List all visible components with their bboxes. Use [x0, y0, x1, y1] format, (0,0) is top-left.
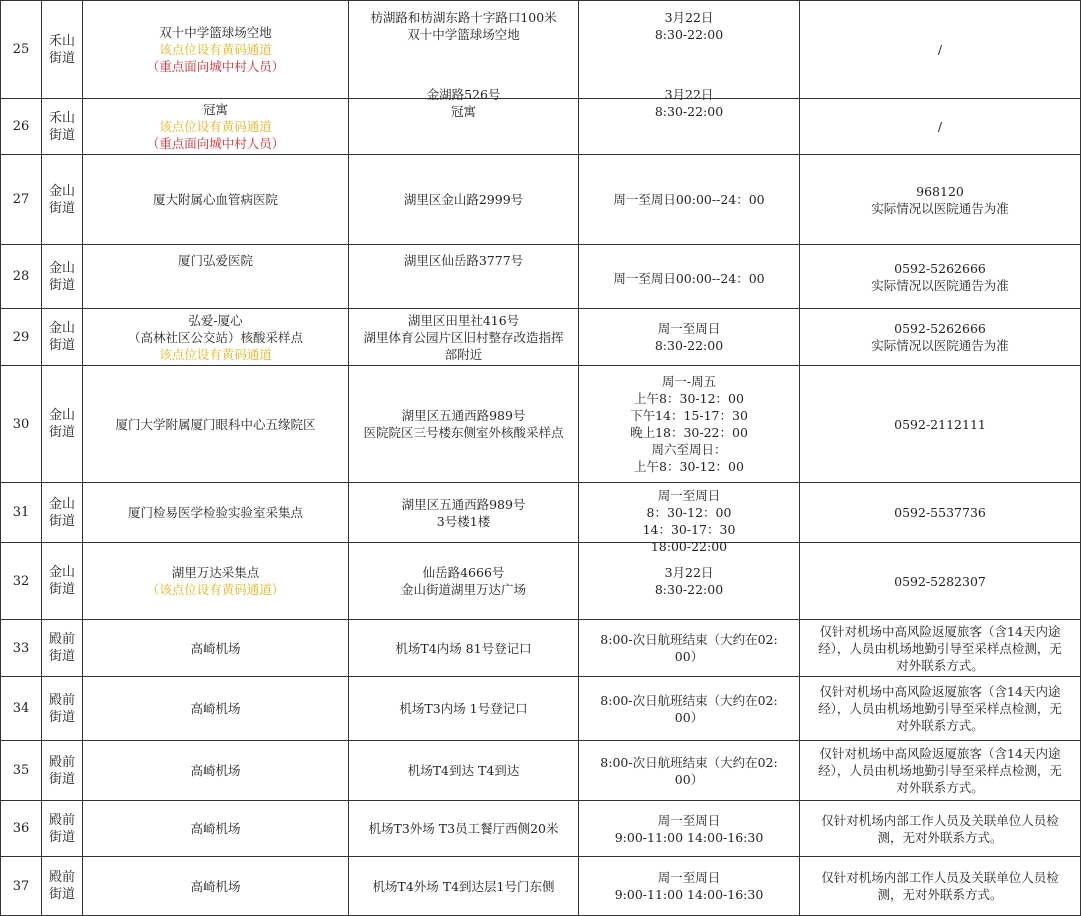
- cell-line: 双十中学篮球场空地: [407, 26, 520, 42]
- site-name: [83, 1, 349, 99]
- service-hours: [579, 245, 800, 309]
- cell-line: 仅针对机场中高风险返厦旅客（含14天内途: [819, 746, 1061, 761]
- cell-line: 金山街道湖里万达广场: [400, 582, 526, 597]
- cell-line: 高崎机场: [190, 640, 241, 656]
- cell-line: 8:30-22:00: [654, 338, 724, 353]
- cell-line: 3月22日: [664, 9, 714, 25]
- table-row: [1, 677, 1081, 741]
- cell-line: 仙岳路4666号: [422, 565, 505, 580]
- site-name: [83, 741, 349, 801]
- cell-line: 周一至周日: [657, 812, 721, 828]
- service-hours: [579, 801, 800, 857]
- contact-note: [800, 99, 1081, 155]
- cell-line: 0592-5282307: [894, 573, 986, 589]
- site-name: [83, 483, 349, 543]
- cell-line: 3月22日: [664, 86, 714, 102]
- cell-line: 8:30-22:00: [654, 582, 724, 597]
- row-number: 37: [1, 857, 42, 916]
- site-name: [83, 155, 349, 245]
- cell-line: 测，无对外联系方式。: [877, 887, 1003, 902]
- cell-line: 上午8：30-12：00: [634, 391, 744, 406]
- cell-line: 机场T4内场 81号登记口: [395, 640, 532, 656]
- yellow-channel-note: 该点位设有黄码通道: [159, 346, 272, 362]
- cell-line: 厦门大学附属厦门眼科中心五缘院区: [115, 416, 316, 432]
- table-row: [1, 801, 1081, 857]
- service-hours: [579, 366, 800, 483]
- cell-line: 00）: [674, 709, 704, 725]
- street-name: 金山 街道: [42, 483, 83, 543]
- contact-note: [800, 245, 1081, 309]
- cell-line: 仅针对机场中高风险返厦旅客（含14天内途: [819, 623, 1061, 639]
- cell-line: 医院院区三号楼东侧室外核酸采样点: [363, 425, 564, 440]
- cell-line: 8:00-次日航班结束（大约在02:: [600, 754, 778, 770]
- row-number: 25: [1, 1, 42, 99]
- site-address: [349, 857, 579, 916]
- contact-note: [800, 483, 1081, 543]
- cell-line: 冠寓: [202, 102, 228, 117]
- site-address: [349, 155, 579, 245]
- table-row: [1, 620, 1081, 677]
- cell-line: 9:00-11:00 14:00-16:30: [614, 887, 764, 902]
- cell-line: 下午14：15-17：30: [630, 408, 748, 423]
- cell-line: 周一-周五: [661, 374, 717, 389]
- street-name: 殿前 街道: [42, 857, 83, 916]
- site-address: [349, 741, 579, 801]
- cell-line: 厦门检易医学检验实验室采集点: [127, 505, 303, 520]
- cell-line: 8:00-次日航班结束（大约在02:: [600, 692, 778, 708]
- site-address: [349, 677, 579, 741]
- contact-note: [800, 801, 1081, 857]
- cell-line: 湖里区五通西路989号: [401, 496, 526, 512]
- row-number: 34: [1, 677, 42, 741]
- service-hours: [579, 155, 800, 245]
- cell-line: 对外联系方式。: [896, 718, 984, 733]
- target-group-note: （重点面向城中村人员）: [146, 59, 285, 74]
- cell-line: 湖里区仙岳路3777号: [403, 253, 524, 268]
- yellow-channel-note: 该点位设有黄码通道: [159, 119, 272, 134]
- street-name: 金山 街道: [42, 245, 83, 309]
- service-hours: [579, 309, 800, 366]
- contact-note: [800, 1, 1081, 99]
- contact-note: [800, 741, 1081, 801]
- cell-line: 湖里区田里社416号: [407, 312, 520, 328]
- site-address: [349, 1, 579, 99]
- cell-line: 8:30-22:00: [654, 26, 724, 42]
- cell-line: 上午8：30-12：00: [634, 459, 744, 474]
- cell-line: 厦大附属心血管病医院: [152, 192, 278, 207]
- table-row: [1, 366, 1081, 483]
- table-row: [1, 741, 1081, 801]
- cell-line: 对外联系方式。: [896, 780, 984, 795]
- cell-line: 仅针对机场内部工作人员及关联单位人员检: [821, 812, 1059, 828]
- site-address: [349, 543, 579, 620]
- site-address: [349, 245, 579, 309]
- cell-line: 周六至周日：: [651, 442, 727, 457]
- site-address: [349, 86, 579, 155]
- cell-line: 实际情况以医院通告为准: [871, 200, 1009, 216]
- cell-line: 高崎机场: [190, 821, 241, 836]
- contact-note: [800, 309, 1081, 366]
- cell-line: 测，无对外联系方式。: [877, 829, 1003, 845]
- site-name: [83, 857, 349, 916]
- site-name: [83, 366, 349, 483]
- cell-line: 湖里万达采集点: [171, 565, 260, 580]
- cell-line: 3号楼1楼: [436, 513, 491, 529]
- cell-line: 弘爱-厦心: [188, 312, 243, 328]
- cell-line: 9:00-11:00 14:00-16:30: [614, 829, 764, 845]
- contact-note: [800, 155, 1081, 245]
- cell-line: 晚上18：30-22：00: [630, 425, 748, 440]
- cell-line: 仅针对机场内部工作人员及关联单位人员检: [821, 870, 1059, 885]
- street-name: 金山 街道: [42, 155, 83, 245]
- street-name: 禾山 街道: [42, 99, 83, 155]
- row-number: 29: [1, 309, 42, 366]
- site-name: [83, 245, 349, 309]
- table-body: [1, 1, 1081, 916]
- table-row: [1, 483, 1081, 543]
- service-hours: [579, 483, 800, 554]
- site-name: [83, 543, 349, 620]
- street-name: 金山 街道: [42, 366, 83, 483]
- cell-line: 14：30-17：30: [642, 521, 736, 537]
- cell-line: 18:00-22:00: [650, 538, 728, 554]
- cell-line: 机场T3内场 1号登记口: [399, 701, 528, 716]
- table-row: [1, 155, 1081, 245]
- row-number: 31: [1, 483, 42, 543]
- target-group-note: （重点面向城中村人员）: [146, 136, 285, 151]
- cell-line: 高崎机场: [190, 878, 241, 894]
- contact-note: [800, 366, 1081, 483]
- cell-line: /: [937, 42, 943, 57]
- cell-line: 968120: [916, 183, 964, 199]
- cell-line: 高崎机场: [190, 763, 241, 778]
- cell-line: 周一至周日00:00--24：00: [613, 192, 765, 207]
- cell-line: 00）: [674, 649, 704, 664]
- service-hours: [579, 857, 800, 916]
- table-row: [1, 245, 1081, 309]
- service-hours: [579, 741, 800, 801]
- street-name: 殿前 街道: [42, 677, 83, 741]
- cell-line: 金湖路526号: [426, 86, 501, 102]
- cell-line: 经），人员由机场地勤引导至采样点检测，无: [818, 640, 1062, 656]
- row-number: 36: [1, 801, 42, 857]
- row-number: 30: [1, 366, 42, 483]
- cell-line: 经），人员由机场地勤引导至采样点检测，无: [818, 701, 1062, 716]
- site-name: [83, 99, 349, 155]
- cell-line: 机场T4到达 T4到达: [407, 763, 520, 778]
- contact-note: [800, 677, 1081, 741]
- cell-line: 仅针对机场中高风险返厦旅客（含14天内途: [819, 684, 1061, 699]
- table-row: [1, 857, 1081, 916]
- site-address: [349, 620, 579, 677]
- table-row: [1, 543, 1081, 620]
- row-number: 28: [1, 245, 42, 309]
- cell-line: 机场T3外场 T3员工餐厅西侧20米: [368, 821, 559, 836]
- cell-line: 实际情况以医院通告为准: [871, 277, 1009, 293]
- cell-line: 周一至周日00:00--24：00: [613, 271, 765, 286]
- cell-line: 周一至周日: [657, 321, 721, 336]
- cell-line: 8：30-12：00: [646, 504, 732, 520]
- service-hours: [579, 1, 800, 99]
- site-address: [349, 309, 579, 366]
- cell-line: 周一至周日: [657, 487, 721, 503]
- cell-line: 8:30-22:00: [654, 103, 724, 119]
- cell-line: 湖里区五通西路989号: [401, 408, 526, 423]
- site-address: [349, 366, 579, 483]
- row-number: 33: [1, 620, 42, 677]
- cell-line: 冠寓: [450, 103, 476, 119]
- service-hours: [579, 620, 800, 677]
- cell-line: 机场T4外场 T4到达层1号门东侧: [372, 878, 555, 894]
- site-name: [83, 677, 349, 741]
- service-hours: [579, 677, 800, 741]
- cell-line: 8:00-次日航班结束（大约在02:: [600, 632, 778, 647]
- cell-line: 部附近: [444, 346, 483, 362]
- cell-line: 实际情况以医院通告为准: [871, 338, 1009, 353]
- cell-line: 枋湖路和枋湖东路十字路口100米: [370, 9, 557, 25]
- yellow-channel-note: （该点位设有黄码通道）: [146, 582, 285, 597]
- row-number: 32: [1, 543, 42, 620]
- street-name: 殿前 街道: [42, 620, 83, 677]
- site-address: [349, 483, 579, 543]
- cell-line: 0592-5262666: [894, 321, 986, 336]
- street-name: 禾山 街道: [42, 1, 83, 99]
- table-row: [1, 309, 1081, 366]
- cell-line: 周一至周日: [657, 870, 721, 885]
- street-name: 金山 街道: [42, 543, 83, 620]
- cell-line: 厦门弘爱医院: [177, 253, 253, 268]
- contact-note: [800, 620, 1081, 677]
- cell-line: 双十中学篮球场空地: [159, 25, 272, 40]
- street-name: 殿前 街道: [42, 801, 83, 857]
- cell-line: 经），人员由机场地勤引导至采样点检测，无: [818, 763, 1062, 778]
- cell-line: 高崎机场: [190, 701, 241, 716]
- cell-line: 湖里体育公园片区旧村整存改造指挥: [363, 329, 564, 345]
- cell-line: 00）: [674, 771, 704, 787]
- street-name: 殿前 街道: [42, 741, 83, 801]
- service-hours: [579, 86, 800, 155]
- table-row: [1, 99, 1081, 155]
- contact-note: [800, 857, 1081, 916]
- cell-line: （高林社区公交站）核酸采样点: [127, 329, 303, 345]
- row-number: 27: [1, 155, 42, 245]
- contact-note: [800, 543, 1081, 620]
- cell-line: 3月22日: [664, 565, 714, 580]
- cell-line: 0592-2112111: [894, 416, 986, 432]
- cell-line: 对外联系方式。: [896, 657, 984, 673]
- table-row: [1, 1, 1081, 99]
- cell-line: 0592-5262666: [894, 260, 986, 276]
- row-number: 26: [1, 99, 42, 155]
- street-name: 金山 街道: [42, 309, 83, 366]
- row-number: 35: [1, 741, 42, 801]
- cell-line: 湖里区金山路2999号: [403, 192, 524, 207]
- yellow-channel-note: 该点位设有黄码通道: [159, 42, 272, 57]
- cell-line: /: [937, 119, 943, 134]
- cell-line: 0592-5537736: [894, 505, 986, 520]
- site-name: [83, 801, 349, 857]
- site-name: [83, 309, 349, 366]
- site-address: [349, 801, 579, 857]
- site-name: [83, 620, 349, 677]
